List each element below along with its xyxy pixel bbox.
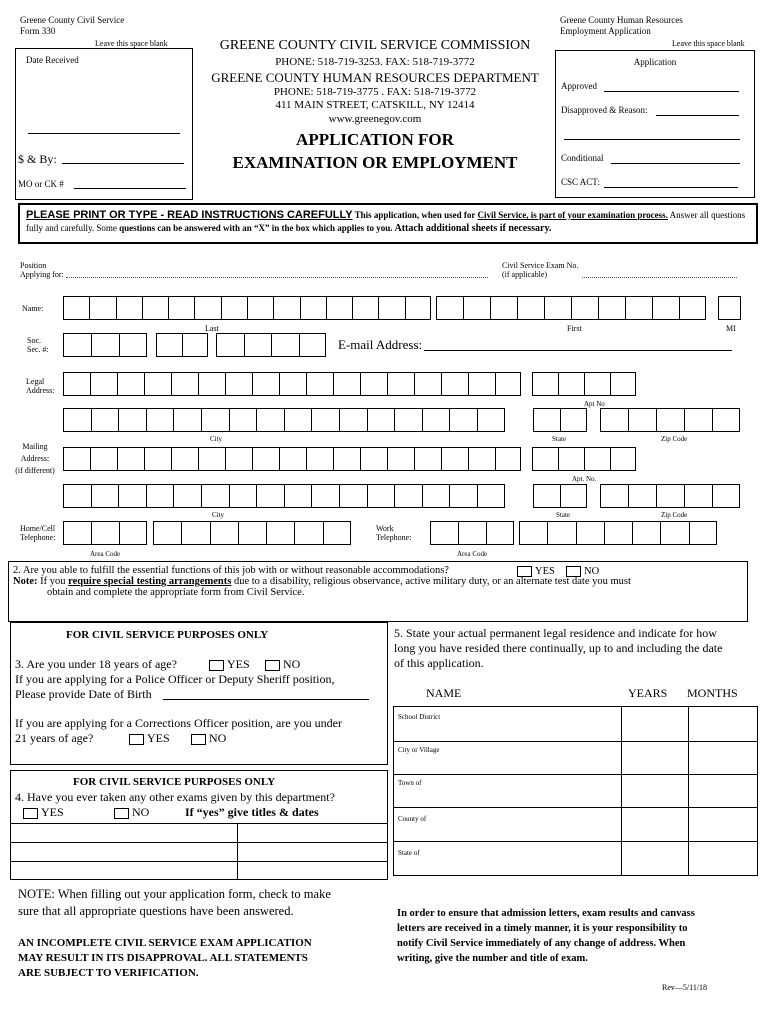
work-telephone-label: Work Telephone: <box>376 524 412 542</box>
state-caption-2: State <box>556 511 570 519</box>
instructions-text2: Answer all questions fully and carefully. Some <box>26 210 746 233</box>
office-use-left-box <box>15 48 193 200</box>
q3-yes-checkbox[interactable] <box>209 660 224 671</box>
instructions-text3: questions can be answered with an “X” in the box which applies to you. <box>119 223 393 233</box>
mailing-street-boxes[interactable] <box>63 447 521 471</box>
right-blank-label: Leave this space blank <box>672 39 745 48</box>
first-name-boxes[interactable] <box>436 296 706 320</box>
residence-row-state: State of <box>398 849 420 857</box>
legal-address-label: Legal Address: <box>26 377 55 395</box>
q2-no-option[interactable]: NO <box>566 566 599 577</box>
q4-no-checkbox[interactable] <box>114 808 129 819</box>
q3-police-text: If you are applying for a Police Officer or Deputy Sheriff position, <box>15 672 335 686</box>
question-2-text: 2. Are you able to fulfill the essential functions of this job with or without reasonable accommodations? <box>13 565 449 576</box>
mo-ck-line <box>74 188 186 189</box>
note-label: Note: <box>13 576 38 587</box>
q4-titles-label: If “yes” give titles & dates <box>185 805 319 819</box>
ssn-serial-boxes[interactable] <box>216 333 326 357</box>
header-right-org: Greene County Human Resources <box>560 15 683 25</box>
q2-no-checkbox[interactable] <box>566 566 581 577</box>
work-number-boxes[interactable] <box>519 521 717 545</box>
zip-caption: Zip Code <box>661 435 688 443</box>
q4-yes-checkbox[interactable] <box>23 808 38 819</box>
footer-note: NOTE: When filling out your application form, check to make sure that all appropriate questions have been answered. <box>18 887 331 918</box>
q3-dob-label: Please provide Date of Birth <box>15 687 152 701</box>
conditional-line <box>611 163 740 164</box>
q3-dob-input[interactable] <box>163 699 369 700</box>
form-title-line1: APPLICATION FOR <box>296 130 454 149</box>
q4-exam-grid[interactable] <box>11 823 387 880</box>
home-area-code-caption: Area Code <box>90 550 121 558</box>
q4-question: 4. Have you ever taken any other exams given by this department? <box>15 790 335 804</box>
ssn-area-boxes[interactable] <box>63 333 147 357</box>
position-input[interactable] <box>66 277 488 278</box>
last-name-caption: Last <box>205 324 219 333</box>
residence-row-county: County of <box>398 815 427 823</box>
q4-yes-option[interactable]: YES <box>23 805 64 820</box>
csc-act-label: CSC ACT: <box>561 177 600 187</box>
first-name-caption: First <box>567 324 582 333</box>
work-area-code-boxes[interactable] <box>430 521 514 545</box>
mo-ck-label: MO or CK # <box>18 179 64 189</box>
q5-months-header: MONTHS <box>687 686 738 700</box>
commission-title: GREENE COUNTY CIVIL SERVICE COMMISSION <box>219 38 531 53</box>
paid-by-line <box>62 163 184 164</box>
instructions-text4: Attach additional sheets if necessary. <box>392 223 552 234</box>
exam-no-input[interactable] <box>582 277 737 278</box>
legal-zip-boxes[interactable] <box>600 408 740 432</box>
q3-heading: FOR CIVIL SERVICE PURPOSES ONLY <box>66 629 269 641</box>
header-left-org: Greene County Civil Service <box>20 15 125 25</box>
mailing-state-boxes[interactable] <box>533 484 587 508</box>
q3-co-no-checkbox[interactable] <box>191 734 206 745</box>
city-caption: City <box>210 435 223 443</box>
q4-heading: FOR CIVIL SERVICE PURPOSES ONLY <box>73 776 276 788</box>
email-label: E-mail Address: <box>338 337 423 352</box>
apt-no-caption-2: Apt. No. <box>572 475 597 483</box>
q2-yes-option[interactable]: YES <box>517 566 555 577</box>
question-3-box <box>10 622 388 765</box>
conditional-label: Conditional <box>561 153 604 163</box>
residence-table[interactable] <box>393 706 758 876</box>
home-number-boxes[interactable] <box>153 521 351 545</box>
disapproved-line <box>656 115 739 116</box>
office-address: 411 MAIN STREET, CATSKILL, NY 12414 <box>275 99 475 111</box>
form-title-line2: EXAMINATION OR EMPLOYMENT <box>232 153 518 172</box>
hr-phone: PHONE: 518-719-3775 . FAX: 518-719-3772 <box>273 86 477 98</box>
mailing-apt-boxes[interactable] <box>532 447 636 471</box>
commission-phone: PHONE: 518-719-3253. FAX: 518-719-3772 <box>275 56 475 68</box>
revision-date: Rev—5/11/18 <box>662 983 708 992</box>
left-blank-label: Leave this space blank <box>95 39 168 48</box>
question-2-box: 2. Are you able to fulfill the essential functions of this job with or without reasonable accommodations? YES NO Note: If you require special testing arrangements due to a disability, religious observance, active military duty, or an alternate test date you must obtain and complete the appropriate form from Civil Service. <box>8 561 748 622</box>
residence-row-school-district: School District <box>398 713 441 721</box>
legal-state-boxes[interactable] <box>533 408 587 432</box>
date-received-line <box>28 133 180 134</box>
note-continuation: obtain and complete the appropriate form from Civil Service. <box>47 587 305 598</box>
instructions-civil-service: Civil Service, is part of your examination process. <box>477 210 668 220</box>
reason-line <box>564 139 740 140</box>
q4-no-option[interactable]: NO <box>114 805 149 820</box>
form-number: Form 330 <box>20 26 56 36</box>
q3-no-option[interactable]: NO <box>265 657 300 672</box>
paid-by-label: $ & By: <box>18 152 57 166</box>
mailing-city-boxes[interactable] <box>63 484 505 508</box>
instructions-heading: PLEASE PRINT OR TYPE - READ INSTRUCTIONS CAREFULLY <box>26 209 353 221</box>
legal-apt-boxes[interactable] <box>532 372 636 396</box>
name-label: Name: <box>22 304 44 313</box>
legal-street-boxes[interactable] <box>63 372 521 396</box>
office-use-right-box <box>555 50 755 198</box>
footer-address-notice: In order to ensure that admission letters, exam results and canvass letters are received in a timely manner, it is your responsibility to notify Civil Service immediately of any change of address. When writing, give the number and title of exam. <box>397 908 695 964</box>
q3-corrections-text: If you are applying for a Corrections Officer position, are you under <box>15 716 343 730</box>
date-received-label: Date Received <box>26 55 79 65</box>
footer-warning: AN INCOMPLETE CIVIL SERVICE EXAM APPLICATION MAY RESULT IN ITS DISAPPROVAL. ALL STATEMENTS ARE SUBJECT TO VERIFICATION. <box>18 937 312 979</box>
q3-corrections-text-2: 21 years of age? <box>15 731 94 745</box>
q5-years-header: YEARS <box>628 686 668 700</box>
hr-department: GREENE COUNTY HUMAN RESOURCES DEPARTMENT <box>211 70 539 85</box>
csc-act-line <box>604 187 738 188</box>
apt-no-caption: Apt No <box>584 400 605 408</box>
home-telephone-label: Home/Cell Telephone: <box>20 524 56 542</box>
mi-caption: MI <box>726 324 736 333</box>
city-caption-2: City <box>212 511 225 519</box>
email-input[interactable] <box>424 350 732 351</box>
special-testing-text: require special testing arrangements <box>68 576 232 587</box>
mailing-zip-boxes[interactable] <box>600 484 740 508</box>
q3-co-no-option[interactable]: NO <box>191 731 226 746</box>
q3-yes-option[interactable]: YES <box>209 657 250 672</box>
approved-line <box>604 91 739 92</box>
instructions-box <box>18 203 758 244</box>
position-label: Position Applying for: <box>20 261 64 279</box>
ssn-group-boxes[interactable] <box>156 333 208 357</box>
middle-initial-box[interactable] <box>718 296 741 320</box>
q5-name-header: NAME <box>426 686 462 700</box>
question-4-box <box>10 770 388 880</box>
state-caption: State <box>552 435 566 443</box>
q5-text: 5. State your actual permanent legal residence and indicate for how long you have resided there continually, up to and including the date of this application. <box>394 626 723 670</box>
header-right-form: Employment Application <box>560 26 651 36</box>
residence-row-city-village: City or Village <box>398 746 440 754</box>
q2-yes-checkbox[interactable] <box>517 566 532 577</box>
zip-caption-2: Zip Code <box>661 511 688 519</box>
q3-co-yes-option[interactable]: YES <box>129 731 170 746</box>
last-name-boxes[interactable] <box>63 296 431 320</box>
q3-co-yes-checkbox[interactable] <box>129 734 144 745</box>
application-label: Application <box>633 57 677 67</box>
residence-row-town: Town of <box>398 779 422 787</box>
ssn-label: Soc. Sec. #: <box>27 336 49 354</box>
q3-no-checkbox[interactable] <box>265 660 280 671</box>
work-area-code-caption: Area Code <box>457 550 488 558</box>
legal-city-boxes[interactable] <box>63 408 505 432</box>
disapproved-label: Disapproved & Reason: <box>561 105 648 115</box>
q3-question: 3. Are you under 18 years of age? <box>15 657 177 671</box>
approved-label: Approved <box>561 81 597 91</box>
exam-no-label: Civil Service Exam No. (if applicable) <box>502 261 579 279</box>
mailing-address-label: Mailing Address: (if different) <box>15 442 55 475</box>
home-area-code-boxes[interactable] <box>63 521 147 545</box>
website-link[interactable]: www.greenegov.com <box>328 113 422 125</box>
instructions-text1: This application, when used for <box>352 210 478 220</box>
